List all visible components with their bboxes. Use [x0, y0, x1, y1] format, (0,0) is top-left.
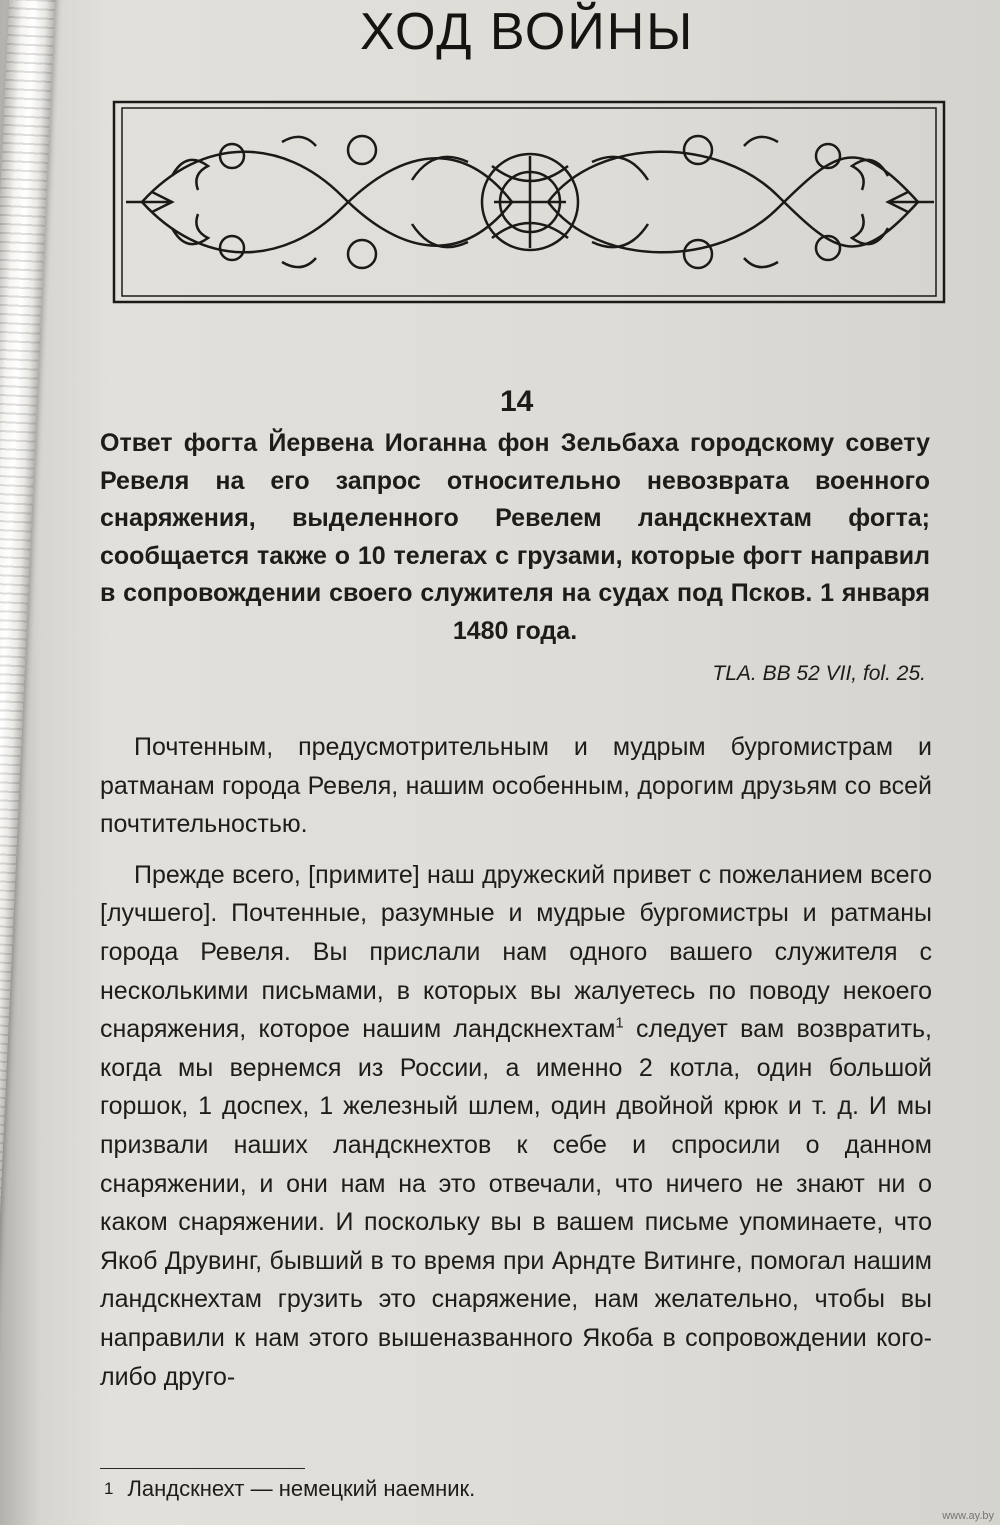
body-text: Прежде всего, [примите] наш дружеский привет с пожеланием всего [лучшего]. Почтенные, разумные и мудрые бургомистры и ратманы города Ревеля. Вы прислали нам одного вашего служителя с несколькими письмами, в которых вы жалуетесь по поводу некоего снаряжения, которое нашим ландскнехтам [100, 860, 932, 1044]
footnote-number: 1 [104, 1479, 114, 1498]
footnote-text: Ландскнехт — немецкий наемник. [127, 1476, 476, 1501]
running-header-title: ХОД ВОЙНЫ [360, 3, 695, 61]
letter-body [100, 728, 932, 1396]
document-number: 14 [500, 385, 534, 418]
body-paragraph: Почтенным, предусмотрительным и мудрым бургомистрам и ратманам города Ревеля, нашим особенным, дорогим друзьям со всей почтительностью. [100, 733, 932, 839]
ornament-banner [112, 96, 948, 308]
watermark: www.ay.by [942, 1510, 994, 1522]
archival-source: TLA. BB 52 VII, fol. 25. [712, 662, 926, 685]
footnote-reference: 1 [615, 1014, 624, 1032]
document-title: Ответ фогта Йервена Иоганна фон Зельбаха городскому совету Ревеля на его запрос относительно невозврата военного снаряжения, выделенного Ревелем ландскнехтам фогта; сообщается также о 10 телегах с грузами, которые фогт направил в сопровождении своего служителя на судах под Псков. 1 января 1480 года. [100, 429, 930, 645]
footnote [104, 1476, 475, 1502]
footnote-divider [100, 1468, 305, 1469]
ornament-scrollwork [126, 136, 934, 268]
bookmark-ribbon [0, 0, 56, 1525]
body-paragraph [100, 856, 932, 1396]
body-text: следует вам возвратить, когда мы вернемся из России, а именно 2 котла, один большой горшок, 1 доспех, 1 железный шлем, один двойной крюк и т. д. И мы призвали наших ландскнехтов к себе и спросили о данном снаряжении, и они нам на это отвечали, что ничего не знают ни о каком снаряжении. И поскольку вы в вашем письме упоминаете, что Якоб Друвинг, бывший в то время при Арндте Витинге, помогал нашим ландскнехтам грузить это снаряжение, нам желательно, чтобы вы направили к нам этого вышеназванного Якоба в сопровождении кого-либо друго- [100, 1015, 932, 1391]
